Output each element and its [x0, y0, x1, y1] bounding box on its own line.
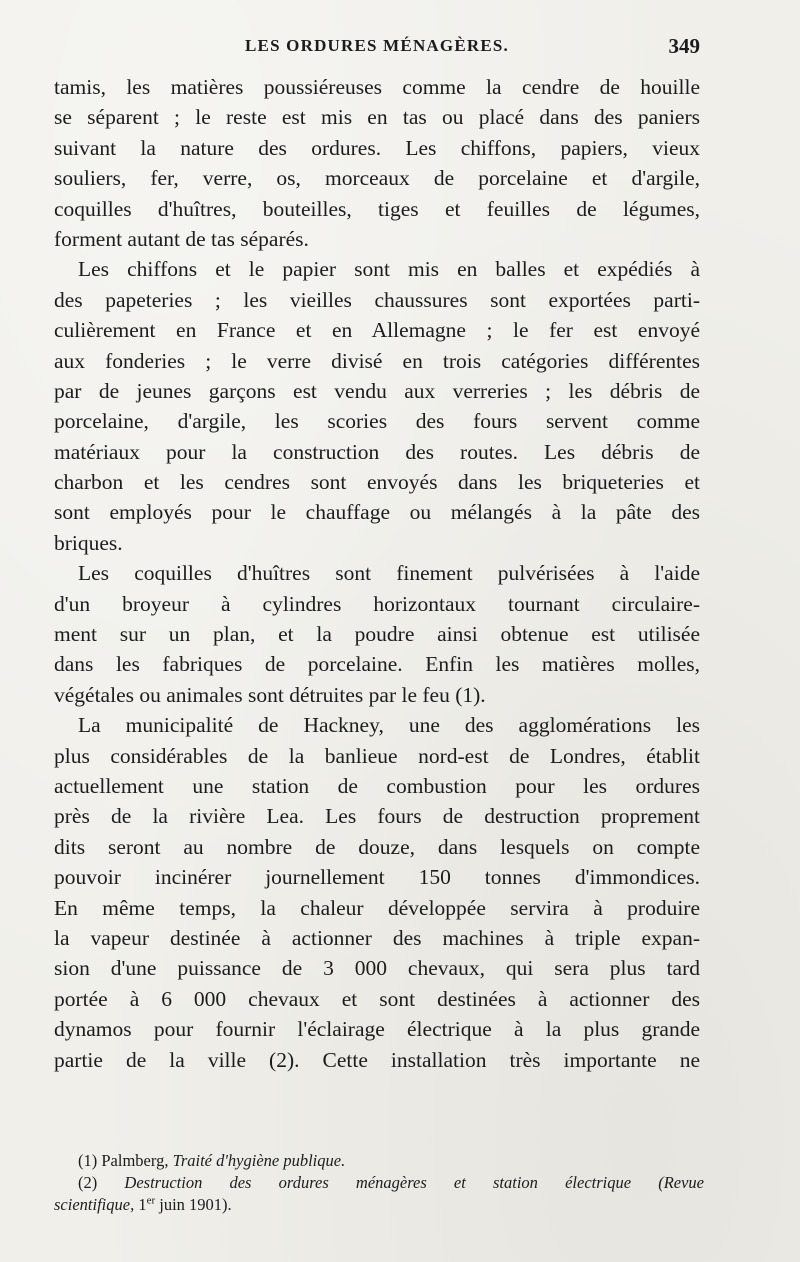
text-line: actuellement une station de combustion pour les ordures: [54, 773, 700, 798]
footnote-2-continuation: [54, 1194, 704, 1216]
text-line: partie de la ville (2). Cette installation très importante ne: [54, 1047, 700, 1072]
running-title: LES ORDURES MÉNAGÈRES.: [245, 36, 509, 55]
footnote-marker: (2): [78, 1173, 98, 1192]
text-line: plus considérables de la banlieue nord-est de Londres, établit: [54, 743, 700, 768]
text-line: portée à 6 000 chevaux et sont destinées à actionner des: [54, 986, 700, 1011]
footnote-ordinal: er: [146, 1194, 156, 1207]
text-line: aux fonderies ; le verre divisé en trois catégories différentes: [54, 348, 700, 373]
text-line: sont employés pour le chauffage ou mélangés à la pâte des: [54, 500, 700, 525]
text-line: végétales ou animales sont détruites par le feu (1).: [54, 682, 486, 707]
text-line: La municipalité de Hackney, une des agglomérations les: [78, 713, 700, 738]
footnote-day: 1: [138, 1195, 147, 1214]
page-number: 349: [668, 34, 700, 58]
body-text: [54, 72, 700, 1075]
footnote-text: Destruction des ordures ménagères et station électrique (Revue: [124, 1173, 705, 1192]
page-header: [54, 36, 700, 66]
text-line: Les coquilles d'huîtres sont finement pulvérisées à l'aide: [78, 561, 700, 586]
text-line: porcelaine, d'argile, les scories des fours servent comme: [54, 409, 700, 434]
footnote-2: [54, 1172, 704, 1194]
footnote-author: Palmberg,: [101, 1151, 169, 1170]
footnote-1: [54, 1150, 704, 1172]
text-line: la vapeur destinée à actionner des machines à triple expan-: [54, 925, 700, 950]
text-line: sion d'une puissance de 3 000 chevaux, qui sera plus tard: [54, 956, 700, 981]
footnote-journal: scientifique,: [54, 1195, 135, 1214]
footnote-marker: (1): [78, 1151, 98, 1170]
text-line: dans les fabriques de porcelaine. Enfin les matières molles,: [54, 652, 700, 677]
text-line: souliers, fer, verre, os, morceaux de porcelaine et d'argile,: [54, 166, 700, 191]
text-line: briques.: [54, 530, 123, 555]
text-line: En même temps, la chaleur développée servira à produire: [54, 895, 700, 920]
text-line: se séparent ; le reste est mis en tas ou placé dans des paniers: [54, 105, 700, 130]
text-line: matériaux pour la construction des routes. Les débris de: [54, 439, 700, 464]
text-line: Les chiffons et le papier sont mis en balles et expédiés à: [78, 257, 700, 282]
text-line: pouvoir incinérer journellement 150 tonnes d'immondices.: [54, 865, 700, 890]
text-line: culièrement en France et en Allemagne ; le fer est envoyé: [54, 318, 700, 343]
text-line: près de la rivière Lea. Les fours de destruction proprement: [54, 804, 700, 829]
text-line: coquilles d'huîtres, bouteilles, tiges et feuilles de légumes,: [54, 196, 700, 221]
footnote-title: Traité d'hygiène publique.: [172, 1151, 346, 1170]
text-line: par de jeunes garçons est vendu aux verreries ; les débris de: [54, 378, 700, 403]
text-line: ment sur un plan, et la poudre ainsi obtenue est utilisée: [54, 622, 700, 647]
text-line: tamis, les matières poussiéreuses comme la cendre de houille: [54, 75, 700, 99]
text-line: des papeteries ; les vieilles chaussures sont exportées parti-: [54, 287, 700, 312]
footnotes: [54, 1150, 704, 1216]
text-line: suivant la nature des ordures. Les chiffons, papiers, vieux: [54, 135, 700, 160]
text-line: dits seront au nombre de douze, dans lesquels on compte: [54, 834, 700, 859]
text-line: charbon et les cendres sont envoyés dans les briqueteries et: [54, 470, 700, 495]
text-line: dynamos pour fournir l'éclairage électrique à la plus grande: [54, 1017, 700, 1042]
text-line: d'un broyeur à cylindres horizontaux tournant circulaire-: [54, 591, 700, 616]
footnote-date: juin 1901).: [159, 1195, 232, 1214]
text-line: forment autant de tas séparés.: [54, 226, 309, 251]
